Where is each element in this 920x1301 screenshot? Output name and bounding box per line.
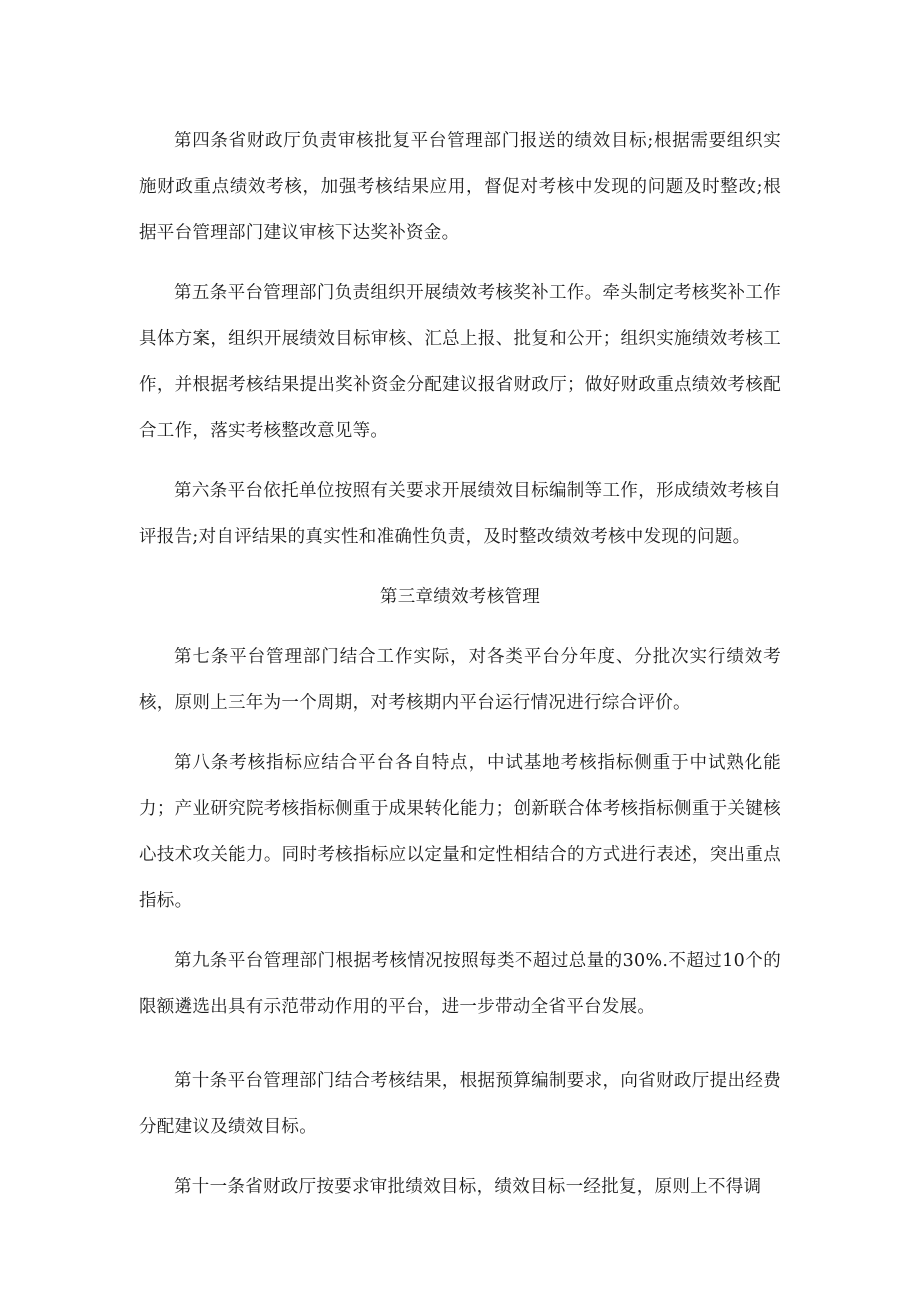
chapter-heading: 第三章绩效考核管理: [379, 587, 541, 607]
paragraph-spacer: [139, 1044, 781, 1058]
article-8-paragraph: 第八条考核指标应结合平台各自特点，中试基地考核指标侧重于中试熟化能力；产业研究院考核指标侧重于成果转化能力；创新联合体考核指标侧重于关键核心技术攻关能力。同时考核指标应以定量和定性相结合的方式进行表述，突出重点指标。: [139, 753, 781, 911]
article-11-paragraph: 第十一条省财政厅按要求审批绩效目标，绩效目标一经批复，原则上不得调: [174, 1177, 762, 1197]
article-6-paragraph: 第六条平台依托单位按照有关要求开展绩效目标编制等工作，形成绩效考核自评报告;对自评结果的真实性和准确性负责，及时整改绩效考核中发现的问题。: [139, 481, 781, 547]
article-5-paragraph: 第五条平台管理部门负责组织开展绩效考核奖补工作。牵头制定考核奖补工作具体方案，组织开展绩效目标审核、汇总上报、批复和公开；组织实施绩效考核工作，并根据考核结果提出奖补资金分配建议报省财政厅；做好财政重点绩效考核配合工作，落实考核整改意见等。: [139, 283, 781, 441]
article-4-paragraph: 第四条省财政厅负责审核批复平台管理部门报送的绩效目标;根据需要组织实施财政重点绩效考核，加强考核结果应用，督促对考核中发现的问题及时整改;根据平台管理部门建议审核下达奖补资金。: [139, 131, 781, 243]
article-10-paragraph: 第十条平台管理部门结合考核结果，根据预算编制要求，向省财政厅提出经费分配建议及绩效目标。: [139, 1071, 781, 1137]
article-7-paragraph: 第七条平台管理部门结合工作实际，对各类平台分年度、分批次实行绩效考核，原则上三年为一个周期，对考核期内平台运行情况进行综合评价。: [139, 647, 781, 713]
document-body: [139, 118, 781, 1224]
article-9-paragraph: 第九条平台管理部门根据考核情况按照每类不超过总量的30%.不超过10个的限额遴选出具有示范带动作用的平台，进一步带动全省平台发展。: [139, 951, 781, 1017]
